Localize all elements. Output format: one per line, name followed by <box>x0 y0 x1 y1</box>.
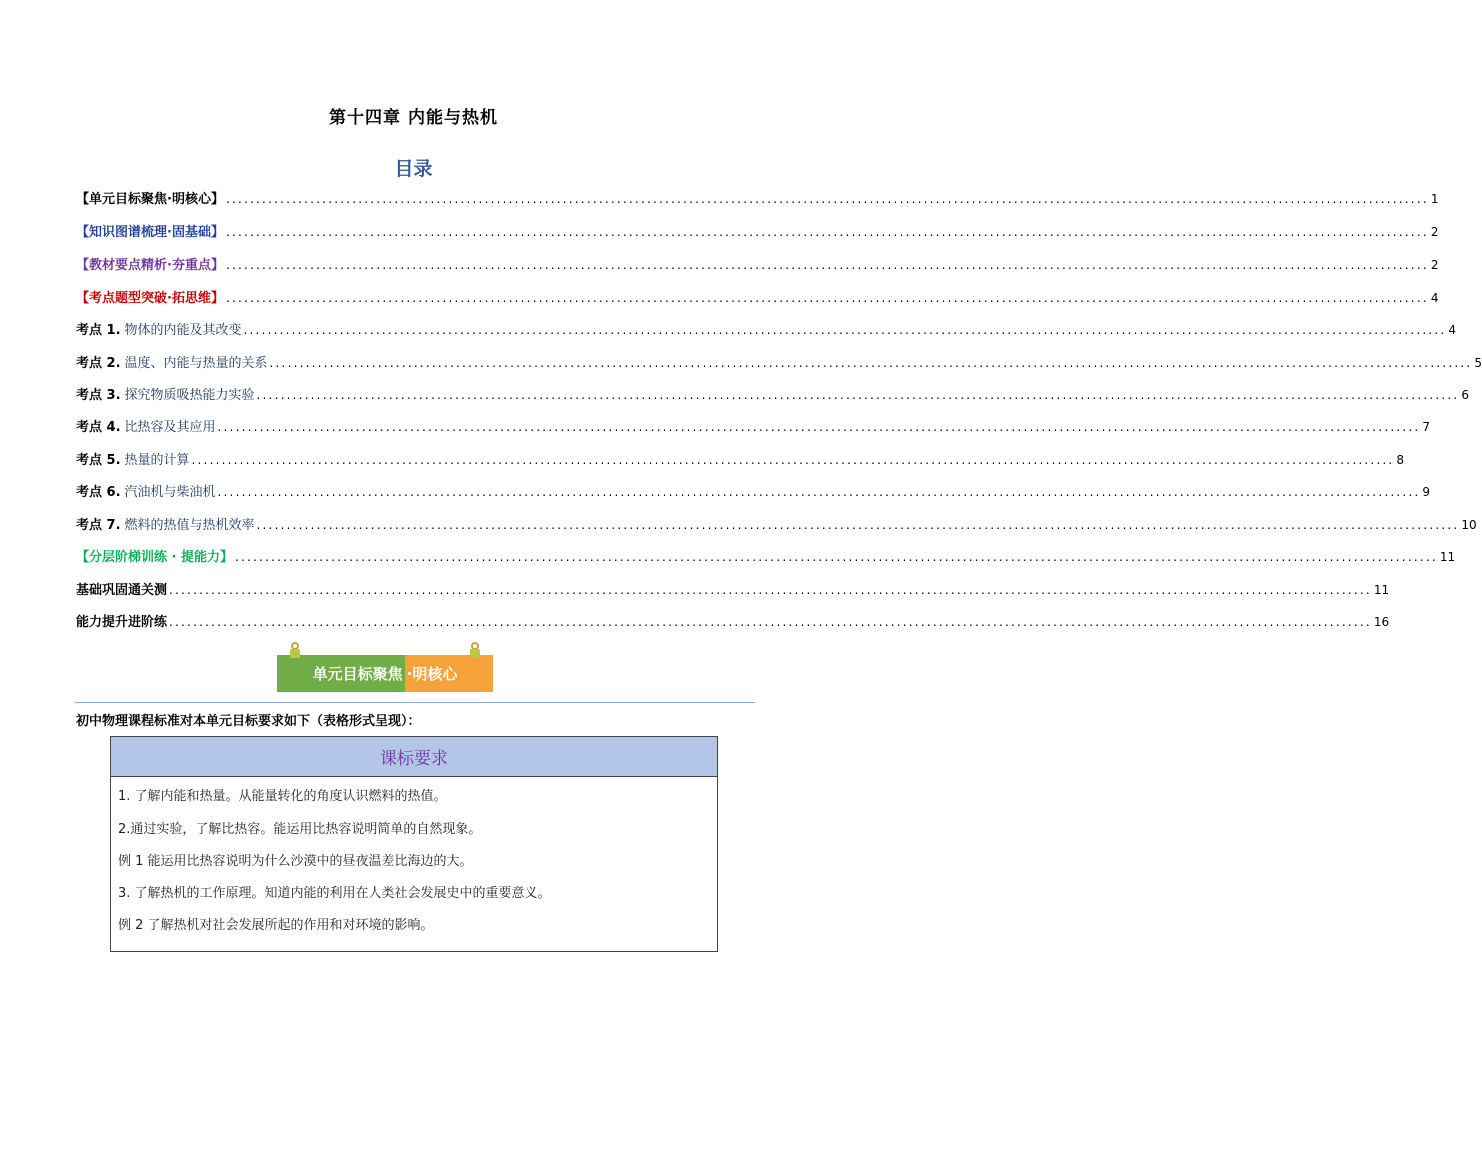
standards-table-header: 课标要求 <box>111 737 717 777</box>
toc-leader-dots: ........................................................................................................................................................................................................ <box>225 192 1429 206</box>
toc-leader-dots: ........................................................................................................................................................................................................ <box>235 550 1438 564</box>
toc-leader-dots: ........................................................................................................................................................................................................ <box>269 356 1473 370</box>
toc-entry-label: 【分层阶梯训练 · 提能力】 <box>76 550 233 565</box>
toc-leader-dots: ........................................................................................................................................................................................................ <box>256 388 1460 402</box>
toc-leader-dots: ........................................................................................................................................................................................................ <box>169 615 1372 629</box>
divider <box>75 702 755 703</box>
chapter-title: 第十四章 内能与热机 <box>329 108 498 128</box>
toc-entry-label: 物体的内能及其改变 <box>124 323 242 338</box>
toc-entry-label: 汽油机与柴油机 <box>124 485 216 500</box>
toc-entry-prefix: 考点 3. <box>76 388 121 403</box>
toc-page-number: 9 <box>1422 485 1431 499</box>
toc-leader-dots: ........................................................................................................................................................................................................ <box>243 323 1447 337</box>
toc-entry[interactable] <box>76 188 1439 208</box>
toc-entry[interactable] <box>76 514 1477 534</box>
toc-page-number: 4 <box>1430 291 1439 305</box>
standard-line-3: 3. 了解热机的工作原理。知道内能的利用在人类社会发展史中的重要意义。 <box>118 886 551 901</box>
toc-entry-prefix: 考点 6. <box>76 485 121 500</box>
banner-text-main: 单元目标聚焦 <box>312 665 403 683</box>
toc-entry-prefix: 考点 7. <box>76 518 121 533</box>
toc-entry[interactable] <box>76 287 1439 307</box>
standard-line-2: 2.通过实验，了解比热容。能运用比热容说明简单的自然现象。 <box>118 822 482 837</box>
toc-page-number: 7 <box>1422 420 1431 434</box>
toc-entry[interactable] <box>76 579 1390 599</box>
toc-entry-label: 【单元目标聚焦·明核心】 <box>76 192 224 207</box>
toc-page-number: 5 <box>1474 356 1482 370</box>
toc-leader-dots: ........................................................................................................................................................................................................ <box>191 453 1395 467</box>
toc-entry-label: 燃料的热值与热机效率 <box>124 518 255 533</box>
toc-entry[interactable] <box>76 481 1431 501</box>
toc-entry-label: 温度、内能与热量的关系 <box>124 356 268 371</box>
section-banner <box>277 642 493 694</box>
toc-entry-prefix: 考点 4. <box>76 420 121 435</box>
toc-page-number: 4 <box>1448 323 1457 337</box>
toc-entry[interactable] <box>76 319 1457 339</box>
toc-entry-label: 探究物质吸热能力实验 <box>124 388 255 403</box>
toc-page-number: 16 <box>1373 615 1390 629</box>
toc-entry-label: 比热容及其应用 <box>124 420 216 435</box>
toc-leader-dots: ........................................................................................................................................................................................................ <box>217 485 1421 499</box>
toc-entry-label: 基础巩固通关测 <box>76 583 168 598</box>
intro-text: 初中物理课程标准对本单元目标要求如下（表格形式呈现）： <box>76 714 421 729</box>
toc-page-number: 11 <box>1373 583 1390 597</box>
standard-line-1: 1. 了解内能和热量。从能量转化的角度认识燃料的热值。 <box>118 789 447 804</box>
toc-entry[interactable] <box>76 449 1405 469</box>
toc-leader-dots: ........................................................................................................................................................................................................ <box>225 291 1429 305</box>
toc-entry-label: 【考点题型突破·拓思维】 <box>76 291 224 306</box>
toc-entry[interactable] <box>76 384 1470 404</box>
banner-text-accent: ·明核心 <box>406 665 458 683</box>
toc-page-number: 8 <box>1396 453 1405 467</box>
toc-entry-prefix: 考点 5. <box>76 453 121 468</box>
toc-leader-dots: ........................................................................................................................................................................................................ <box>225 225 1429 239</box>
toc-entry-label: 【教材要点精析·夯重点】 <box>76 258 224 273</box>
toc-page-number: 1 <box>1430 192 1439 206</box>
toc-leader-dots: ........................................................................................................................................................................................................ <box>169 583 1372 597</box>
toc-entry[interactable] <box>76 254 1439 274</box>
toc-entry-prefix: 考点 2. <box>76 356 121 371</box>
toc-page-number: 2 <box>1430 225 1439 239</box>
standards-table <box>110 736 718 952</box>
toc-entry[interactable] <box>76 611 1390 631</box>
toc-leader-dots: ........................................................................................................................................................................................................ <box>217 420 1421 434</box>
toc-entry-prefix: 考点 1. <box>76 323 121 338</box>
toc-entry[interactable] <box>76 546 1456 566</box>
toc-entry[interactable] <box>76 352 1482 372</box>
standard-example-1: 例 1 能运用比热容说明为什么沙漠中的昼夜温差比海边的大。 <box>118 854 473 869</box>
toc-title: 目录 <box>394 158 433 180</box>
toc-page-number: 6 <box>1461 388 1470 402</box>
toc-entry-label: 【知识图谱梳理·固基础】 <box>76 225 224 240</box>
toc-entry[interactable] <box>76 416 1431 436</box>
toc-entry-label: 热量的计算 <box>124 453 190 468</box>
toc-page-number: 2 <box>1430 258 1439 272</box>
standard-example-2: 例 2 了解热机对社会发展所起的作用和对环境的影响。 <box>118 918 434 933</box>
toc-page-number: 10 <box>1461 518 1477 532</box>
toc-entry[interactable] <box>76 221 1439 241</box>
toc-leader-dots: ........................................................................................................................................................................................................ <box>256 518 1460 532</box>
toc-leader-dots: ........................................................................................................................................................................................................ <box>225 258 1429 272</box>
toc-entry-label: 能力提升进阶练 <box>76 615 168 630</box>
toc-page-number: 11 <box>1439 550 1456 564</box>
